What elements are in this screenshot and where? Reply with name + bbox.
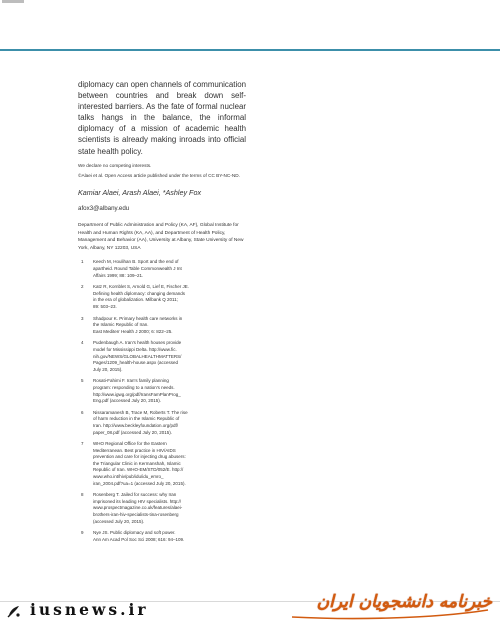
author-email-link[interactable]: afox3@albany.edu [78,205,130,213]
reference-text: WHO Regional Office for the Eastern Mediterranean. Best practice in HIV/AIDS prevention and care for injecting drug abusers: the Triangular Clinic in Kermanshah, Islamic Republic of Iran. WHO-EM/STD/052/E. http:// www.who.int/hiv/pub/idu/idu_emro_ iran_2004.pdf?ua=1 (accessed July 20, 2015). [93,441,186,486]
reference-number: 8 [81,492,84,498]
reference-item [78,340,246,373]
reference-number: 2 [81,284,84,290]
lead-paragraph: diplomacy can open channels of communication between countries and break down self-interested barriers. As the fate of formal nuclear talks hangs in the balance, the informal diplomacy of a mission of academic health scientists is already making inroads into official state health policy. [78,80,246,156]
reference-item [78,530,246,543]
reference-number: 5 [81,378,84,384]
reference-item [78,378,246,404]
article-column [78,79,246,548]
author-affiliation: Department of Public Administration and Policy (KA, AF), Global Institute for Health and Human Rights (KA, AA), and Department of Health Policy, Management and Behavior (AA), University at Albany, State University of New York, Albany, NY 12203, USA [78,223,244,251]
header-rule [0,49,500,51]
reference-number: 6 [81,409,84,415]
reference-item [78,284,246,310]
reference-number: 3 [81,315,84,321]
reference-text: Nissaramanesh B, Trace M, Roberts T. The rise of harm reduction in the Islamic Republic of Iran. http://www.beckleyfoundation.org/pdf/ paper_08.pdf (accessed July 20, 2015). [93,409,188,435]
brand-logo-text: خبرنامه دانشجویان ایران [316,592,492,612]
reference-list [78,259,246,543]
author-names: Kamiar Alaei, Arash Alaei, *Ashley Fox [78,187,202,197]
competing-interests: We declare no competing interests. [78,162,152,168]
reference-text: Rosati-Fahimi F. Iran's family planning program: responding to a nation's needs. http://www.igwg.org/pdf/IransFamPlanProg_ Eng.pdf (accessed July 20, 2015). [93,378,181,404]
header-mark [2,0,24,3]
reference-text: Katz R, Kornblet S, Arnold G, Lief E, Fischer JE. Defining health diplomacy: changing demands in the era of globalization. Milbank Q 2011; 89: 503–23. [93,284,190,309]
reference-number: 7 [81,441,84,447]
reference-item [78,441,246,487]
reference-item [78,492,246,525]
reference-item [78,259,246,279]
site-link[interactable]: iusnews.ir [30,600,149,619]
reference-number: 4 [81,340,84,346]
reference-text: Rosenberg T. Jailed for success: why Iran imprisoned its leading HIV specialists. http:// www.prospectmagazine.co.uk/features/alaei- brothers-iran-hiv-specialists-tina-rosenberg (accessed July 20, 2015). [93,492,183,524]
reference-text: Pudenbaugh A. Iran's health houses provide model for Mississippi Delta. http://www.fic. nih.gov/NEWS/GLOBALHEALTHMATTERS/ Pages/1209_health-house.aspx (accessed July 20, 2015). [93,340,182,372]
reference-text: Nye JS. Public diplomacy and soft power. Ann Am Acad Pol Soc Sci 2008; 616: 94–109. [93,530,185,542]
reference-item [78,410,246,436]
reference-text: Keech M, Houlihan B. Sport and the end of apartheid. Round Table Commonwealth J Int Affairs 1999; 88: 109–21. [93,259,182,278]
license-note: ©Alaei et al. Open Access article published under the terms of CC BY-NC-ND. [78,173,240,179]
reference-text: Shadpour K. Primary health care networks in the Islamic Republic of Iran. East Mediterr Health J 2000; 6: 822–25. [93,315,183,334]
site-logo-icon [6,603,22,619]
reference-number: 1 [81,259,84,265]
reference-item [78,316,246,336]
reference-number: 9 [81,530,84,536]
